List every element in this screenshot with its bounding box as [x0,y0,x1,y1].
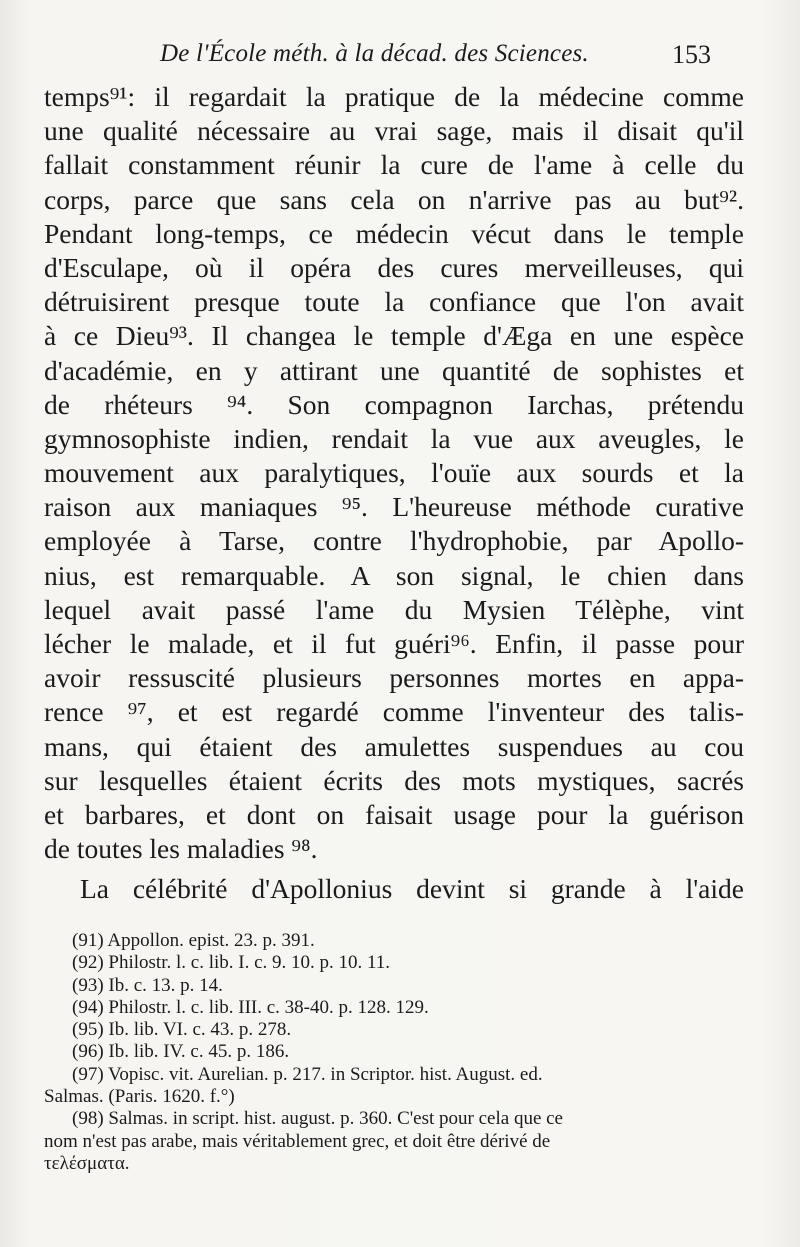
footnotes [44,930,746,1175]
text-line: avoir ressuscité plusieurs personnes mortes en appa- [44,662,744,694]
footnote: (96) Ib. lib. IV. c. 45. p. 186. [72,1041,290,1063]
footnote-continuation: nom n'est pas arabe, mais véritablement grec, et doit être dérivé de [44,1130,551,1152]
running-head [0,40,800,80]
text-line: et barbares, et dont on faisait usage pour la guérison [44,798,744,830]
footnote-continuation: Salmas. (Paris. 1620. f.°) [44,1086,235,1108]
text-line: fallait constamment réunir la cure de l'ame à celle du [44,149,744,181]
page-number: 153 [672,40,711,69]
text-line: sur lesquelles étaient écrits des mots mystiques, sacrés [44,764,744,796]
text-line: de rhéteurs ⁹⁴. Son compagnon Iarchas, prétendu [44,388,744,420]
text-line: employée à Tarse, contre l'hydrophobie, par Apollo- [44,525,744,557]
text-line: raison aux maniaques ⁹⁵. L'heureuse méthode curative [44,491,744,523]
footnote: (92) Philostr. l. c. lib. I. c. 9. 10. p. 10. 11. [72,952,391,974]
text-line: lécher le malade, et il fut guéri⁹⁶. Enfin, il passe pour [44,628,744,659]
text-line: de toutes les maladies ⁹⁸. [44,833,318,865]
text-line: Pendant long-temps, ce médecin vécut dans le temple [44,217,744,249]
footnote: (91) Appollon. epist. 23. p. 391. [72,930,315,951]
text-line: nius, est remarquable. A son signal, le chien dans [44,559,744,591]
text-line: lequel avait passé l'ame du Mysien Télèphe, vint [44,593,744,625]
text-line: corps, parce que sans cela on n'arrive pas au but⁹². [44,183,744,215]
text-line: d'académie, en y attirant une quantité de sophistes et [44,354,744,386]
footnote: (94) Philostr. l. c. lib. III. c. 38-40. p. 128. 129. [72,996,429,1018]
text-line: gymnosophiste indien, rendait la vue aux aveugles, le [44,422,744,454]
text-line: temps⁹¹: il regardait la pratique de la médecine comme [44,81,744,112]
footnote: (95) Ib. lib. VI. c. 43. p. 278. [72,1019,292,1041]
running-title: De l'École méth. à la décad. des Sciences. [160,40,589,67]
text-line: à ce Dieu⁹³. Il changea le temple d'Ӕga en une espèce [44,320,744,352]
text-line: rence ⁹⁷, et est regardé comme l'inventeur des talis- [44,696,744,728]
text-line: d'Esculape, où il opéra des cures merveilleuses, qui [44,251,744,283]
footnote: (97) Vopisc. vit. Aurelian. p. 217. in Scriptor. hist. August. ed. [72,1063,543,1085]
paragraph-start-line: La célébrité d'Apollonius devint si grande à l'aide [80,873,744,905]
body-text [44,80,744,907]
footnote: (98) Salmas. in script. hist. august. p. 360. C'est pour cela que ce [72,1108,563,1130]
footnote-continuation: τελέσματα. [44,1152,130,1174]
text-line: une qualité nécessaire au vrai sage, mais il disait qu'il [44,115,744,147]
text-line: détruisirent presque toute la confiance que l'on avait [44,286,744,318]
text-line: mans, qui étaient des amulettes suspendues au cou [44,730,744,762]
footnote: (93) Ib. c. 13. p. 14. [72,974,223,996]
text-line: mouvement aux paralytiques, l'ouïe aux sourds et la [44,457,744,489]
